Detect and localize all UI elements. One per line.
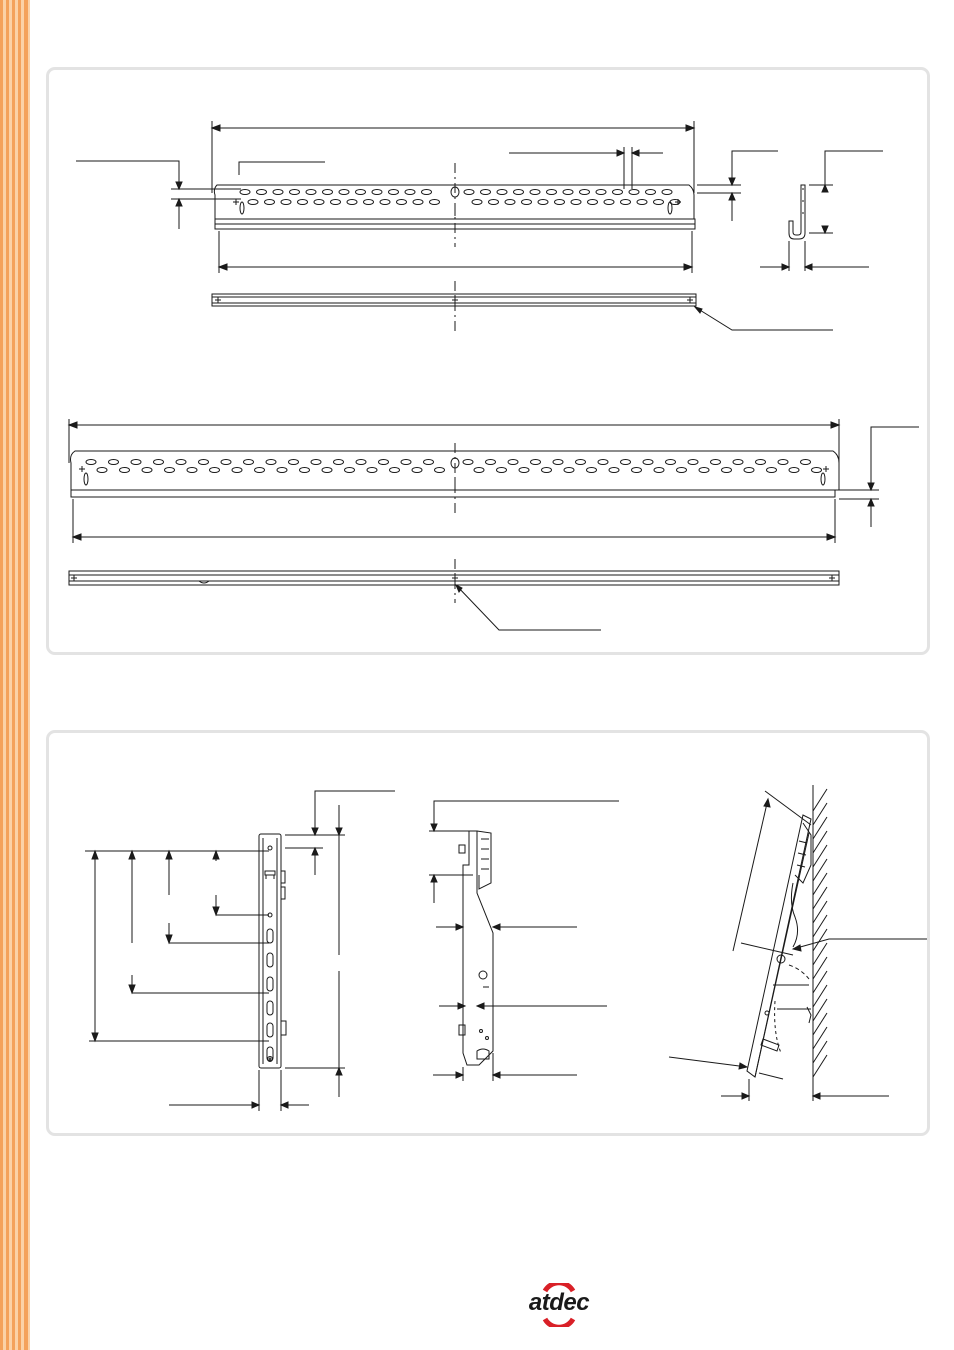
hatch-line [813, 803, 827, 825]
rail-slot [322, 468, 332, 473]
rail-slot [505, 200, 515, 205]
hatch-line [813, 915, 827, 937]
rail-slot [298, 200, 308, 205]
rail-slot [580, 190, 590, 195]
rail-slot [154, 460, 164, 465]
rail-slot [277, 468, 287, 473]
rail-slot [389, 190, 399, 195]
hatch-line [813, 789, 827, 811]
rail-slot [596, 190, 606, 195]
hatch-line [813, 1013, 827, 1035]
rail-slot [405, 190, 415, 195]
bracket-slot [267, 929, 273, 943]
rail-slot [629, 190, 639, 195]
hatch-line [813, 957, 827, 979]
hatch-line [813, 985, 827, 1007]
bracket-wall-tilt-view [669, 785, 929, 1101]
bracket-slot [267, 1023, 273, 1037]
rail-slot [778, 460, 788, 465]
hatch-line [813, 999, 827, 1021]
rail-slot [519, 468, 529, 473]
rail-slot [576, 460, 586, 465]
brackets-panel [46, 730, 930, 1136]
rail-slot [273, 190, 283, 195]
rail-slot [323, 190, 333, 195]
rail-slot [240, 190, 250, 195]
rail-slot [347, 200, 357, 205]
rail-slot [643, 460, 653, 465]
rail-slot [508, 460, 518, 465]
rail-slot [531, 460, 541, 465]
hatch-line [813, 831, 827, 853]
rail-slot [109, 460, 119, 465]
rail-slot [514, 190, 524, 195]
hatch-line [813, 971, 827, 993]
rail-slot [120, 468, 130, 473]
rail-slot [424, 460, 434, 465]
brand-logo [521, 1283, 597, 1327]
bracket-slot [267, 977, 273, 991]
rail-slot [604, 200, 614, 205]
rail-slot [244, 460, 254, 465]
rail-slot [367, 468, 377, 473]
rail-slot [356, 190, 366, 195]
bracket-slot [267, 1001, 273, 1015]
rail-slot [744, 468, 754, 473]
rail-slot [699, 468, 709, 473]
rail-slot [688, 460, 698, 465]
rail-slot [306, 190, 316, 195]
rail-slot [356, 460, 366, 465]
hatch-line [813, 943, 827, 965]
rail-slot [632, 468, 642, 473]
rail-slot [390, 468, 400, 473]
rail-slot [553, 460, 563, 465]
rail-slot [538, 200, 548, 205]
hatch-line [813, 859, 827, 881]
hatch-line [813, 901, 827, 923]
hatch-line [813, 817, 827, 839]
rail-slot [564, 468, 574, 473]
rail-slot [187, 468, 197, 473]
rail-slot [654, 468, 664, 473]
rail-slot [422, 190, 432, 195]
rail-slot [609, 468, 619, 473]
rail-slot [364, 200, 374, 205]
rail-slot [530, 190, 540, 195]
rail-slot [232, 468, 242, 473]
rail-slot [677, 468, 687, 473]
hatch-line [813, 1041, 827, 1063]
rail-slot [210, 468, 220, 473]
long-rail-slot-row [86, 460, 822, 473]
rail-slot [131, 460, 141, 465]
rail-slot [372, 190, 382, 195]
rail-slot [598, 460, 608, 465]
logo-wordmark: atdec [528, 1289, 590, 1316]
rail-slot [789, 468, 799, 473]
rail-slot [165, 468, 175, 473]
rail-slot [463, 460, 473, 465]
rail-slot [497, 190, 507, 195]
rail-slot [412, 468, 422, 473]
rail-slot [311, 460, 321, 465]
rail-slot [555, 200, 565, 205]
short-rail-top-view [212, 281, 833, 335]
rail-slot [281, 200, 291, 205]
long-rail-front-view [69, 419, 919, 543]
rail-slot [334, 460, 344, 465]
rail-slot [621, 460, 631, 465]
rail-slot [637, 200, 647, 205]
rail-slot [397, 200, 407, 205]
rail-slot [486, 460, 496, 465]
rail-slot [464, 190, 474, 195]
rail-slot [666, 460, 676, 465]
rail-slot [331, 200, 341, 205]
rail-slot [474, 468, 484, 473]
rail-slot [801, 460, 811, 465]
brackets-drawing [49, 733, 930, 1136]
short-rail-end-profile [760, 151, 883, 271]
rail-slot [199, 460, 209, 465]
rail-slot [290, 190, 300, 195]
rail-slot [339, 190, 349, 195]
rail-slot [522, 200, 532, 205]
rail-slot [722, 468, 732, 473]
hatch-line [813, 873, 827, 895]
rail-slot [733, 460, 743, 465]
rail-slot [435, 468, 445, 473]
rail-slot [563, 190, 573, 195]
rail-slot [646, 190, 656, 195]
rail-slot [497, 468, 507, 473]
rail-slot [654, 200, 664, 205]
rail-slot [767, 468, 777, 473]
rail-slot [489, 200, 499, 205]
rail-slot [481, 190, 491, 195]
rail-slot [142, 468, 152, 473]
rail-slot [221, 460, 231, 465]
rail-slot [571, 200, 581, 205]
rail-slot [266, 460, 276, 465]
bracket-side-view [429, 801, 619, 1081]
bracket-slot [267, 953, 273, 967]
rail-slot [711, 460, 721, 465]
hatch-line [813, 1027, 827, 1049]
rail-slot [314, 200, 324, 205]
rail-slot [380, 200, 390, 205]
short-rail-slot-row [240, 190, 680, 205]
rail-slot [547, 190, 557, 195]
wall-hatching [813, 789, 827, 1077]
rail-slot [613, 190, 623, 195]
rails-panel [46, 67, 930, 655]
rail-slot [379, 460, 389, 465]
rails-drawing [49, 70, 930, 655]
short-rail-front-view [76, 121, 778, 273]
rail-slot [255, 468, 265, 473]
rail-slot [413, 200, 423, 205]
rail-slot [176, 460, 186, 465]
rail-slot [401, 460, 411, 465]
long-rail-top-view [69, 559, 839, 630]
rail-slot [345, 468, 355, 473]
rail-slot [662, 190, 672, 195]
rail-slot [430, 200, 440, 205]
rail-slot [86, 460, 96, 465]
rail-slot [587, 468, 597, 473]
edge-stripes [0, 0, 30, 1350]
rail-slot [621, 200, 631, 205]
rail-slot [265, 200, 275, 205]
bracket-front-view [85, 791, 395, 1111]
rail-slot [257, 190, 267, 195]
rail-slot [97, 468, 107, 473]
rail-slot [756, 460, 766, 465]
rail-slot [472, 200, 482, 205]
hatch-line [813, 887, 827, 909]
rail-slot [588, 200, 598, 205]
rail-slot [300, 468, 310, 473]
rail-slot [812, 468, 822, 473]
rail-slot [248, 200, 258, 205]
rail-slot [542, 468, 552, 473]
hatch-line [813, 845, 827, 867]
rail-slot [289, 460, 299, 465]
hatch-line [813, 1055, 827, 1077]
